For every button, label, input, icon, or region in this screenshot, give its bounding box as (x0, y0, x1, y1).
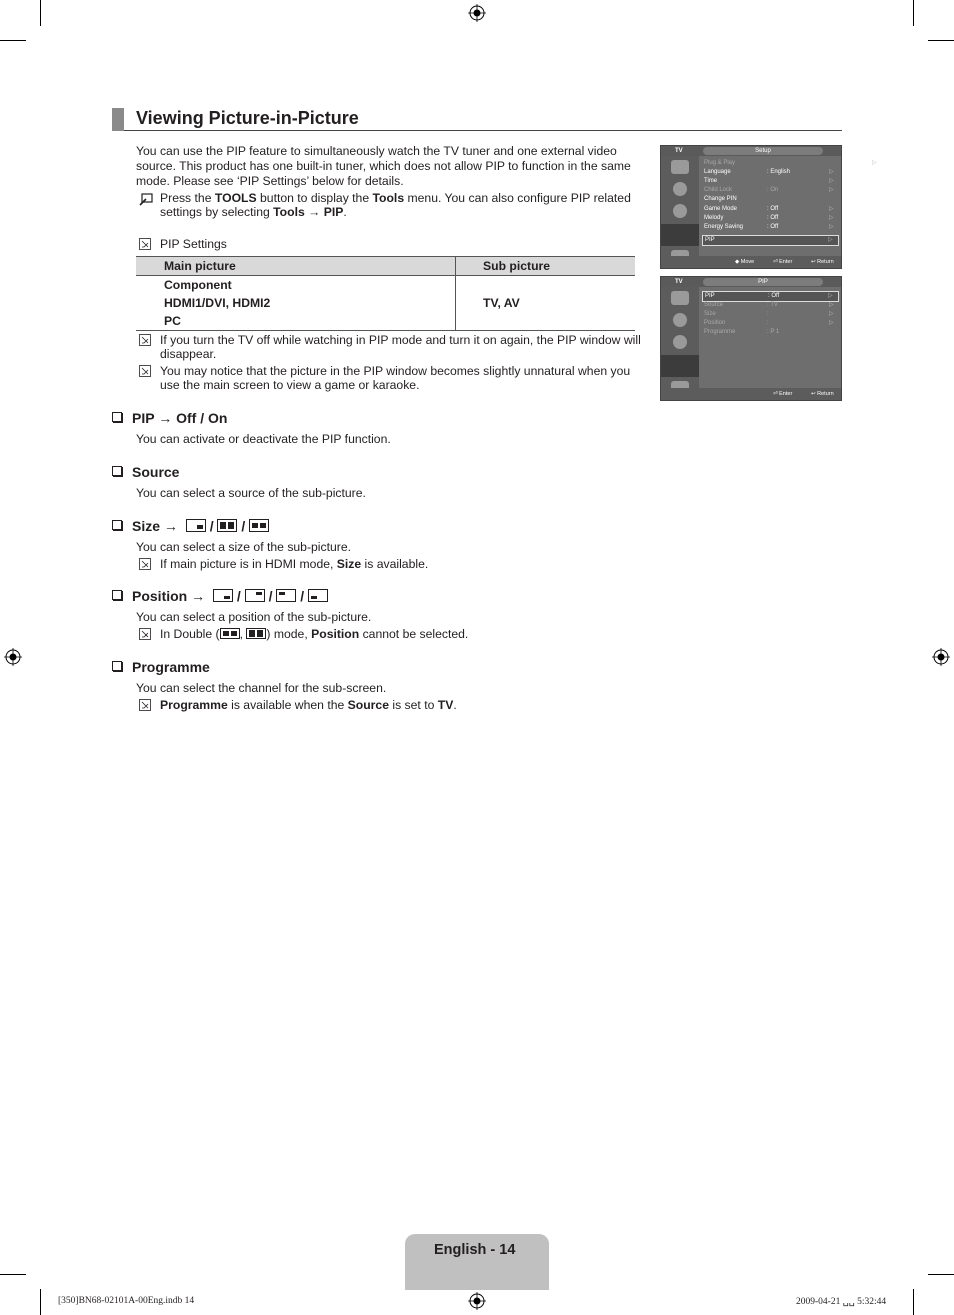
osd-row: Source : TV ▷ (704, 302, 834, 308)
section-size-text: You can select a size of the sub-picture. (136, 540, 351, 554)
table-header-sub: Sub picture (456, 257, 636, 276)
position-bottom-right-icon (213, 589, 233, 602)
osd-row: Change PIN (704, 196, 737, 202)
sound-menu-icon (673, 313, 687, 327)
section-position-note: In Double ( , ) mode, Position cannot be selected. (160, 627, 469, 641)
osd-pip-tab: PIP (703, 278, 823, 286)
setup-menu-icon (661, 355, 699, 377)
intro-line-2: source. This product has one built-in tuner, which does not allow PIP to function in the same (136, 159, 631, 173)
osd-row: Programme : P 1 (704, 329, 780, 335)
osd-tv-label: TV (675, 279, 683, 285)
registration-mark-icon (468, 1292, 486, 1310)
page-number: English - 14 (434, 1242, 516, 1258)
channel-menu-icon (673, 335, 687, 349)
table-header-main: Main picture (136, 257, 456, 276)
main-picture-item: PC (164, 314, 181, 328)
note-icon (139, 365, 151, 377)
osd-row-selected: PIP : Off ▷ (702, 291, 839, 302)
section-source-heading: Source (112, 464, 179, 480)
osd-row: Size : ▷ (704, 311, 834, 317)
size-double-wide-icon (249, 519, 269, 532)
pip-settings-label: PIP Settings (160, 237, 227, 251)
page-title: Viewing Picture-in-Picture (136, 108, 359, 128)
osd-tv-label: TV (675, 148, 683, 154)
osd-row: Child Lock : On ▷ (704, 187, 834, 193)
osd-setup-screen (660, 145, 877, 269)
title-bar-accent (112, 108, 124, 131)
registration-mark-icon (932, 648, 950, 666)
osd-enter-hint: ⏎ Enter (773, 259, 793, 265)
section-size-note: If main picture is in HDMI mode, Size is available. (160, 557, 429, 571)
note-icon (139, 238, 151, 250)
osd-sidebar (661, 287, 699, 388)
osd-setup-tab: Setup (703, 147, 823, 155)
osd-row: Time ▷ (704, 178, 834, 184)
sound-menu-icon (673, 182, 687, 196)
print-slug-left: [350]BN68-02101A-00Eng.indb 14 (58, 1296, 195, 1306)
size-double-split-icon (217, 519, 237, 532)
main-picture-item: HDMI1/DVI, HDMI2 (164, 296, 271, 310)
main-picture-item: Component (164, 278, 232, 292)
tools-instruction: Press the TOOLS button to display the Tools menu. You can also configure PIP related (160, 191, 631, 205)
section-programme-text: You can select the channel for the sub-screen. (136, 681, 387, 695)
tools-instruction-2: settings by selecting Tools → PIP. (160, 205, 347, 219)
osd-row: Language : English ▷ (704, 169, 834, 175)
double-wide-icon (220, 628, 240, 639)
osd-return-hint: ↩ Return (811, 259, 834, 265)
tools-icon (139, 193, 153, 206)
osd-enter-hint: ⏎ Enter (773, 391, 793, 397)
osd-row: Energy Saving : Off ▷ (704, 224, 834, 230)
osd-row: Plug & Play ▷ (704, 160, 877, 166)
section-programme-heading: Programme (112, 659, 210, 675)
picture-menu-icon (671, 160, 689, 174)
note-icon (139, 628, 151, 640)
intro-line-3: mode. Please see ‘PIP Settings’ below for details. (136, 174, 404, 188)
position-top-left-icon (276, 589, 296, 602)
section-source-text: You can select a source of the sub-picture. (136, 486, 366, 500)
note-icon (139, 699, 151, 711)
osd-footer (661, 388, 841, 400)
checkbox-bullet-icon (112, 412, 122, 422)
note-icon (139, 334, 151, 346)
checkbox-bullet-icon (112, 661, 122, 671)
osd-pip-screen (660, 276, 842, 401)
osd-row: Game Mode : Off ▷ (704, 206, 834, 212)
position-bottom-left-icon (308, 589, 328, 602)
setup-menu-icon (661, 224, 699, 246)
channel-menu-icon (673, 204, 687, 218)
osd-row: Position : ▷ (704, 320, 834, 326)
title-rule (124, 130, 842, 131)
note-2-line-2: use the main screen to view a game or karaoke. (160, 378, 420, 392)
note-icon (139, 558, 151, 570)
note-1-line-2: disappear. (160, 347, 217, 361)
print-slug-right: 2009-04-21 ␣␣ 5:32:44 (796, 1297, 887, 1307)
pip-settings-table (136, 256, 635, 331)
section-programme-note: Programme is available when the Source is set to TV. (160, 698, 457, 712)
registration-mark-icon (468, 4, 486, 22)
osd-move-hint: ◆ Move (735, 259, 755, 265)
osd-return-hint: ↩ Return (811, 391, 834, 397)
osd-row-selected: PIP ▷ (702, 235, 839, 246)
intro-line-1: You can use the PIP feature to simultaneously watch the TV tuner and one external video (136, 144, 617, 158)
note-2-line-1: You may notice that the picture in the PIP window becomes slightly unnatural when you (160, 364, 631, 378)
osd-footer (661, 256, 841, 268)
size-small-icon (186, 519, 206, 532)
table-cell-sub: TV, AV (456, 276, 636, 331)
osd-sidebar (661, 156, 699, 256)
table-cell-main (136, 276, 456, 331)
section-position-heading: Position → / / / (112, 588, 328, 604)
section-pip-text: You can activate or deactivate the PIP function. (136, 432, 391, 446)
note-1-line-1: If you turn the TV off while watching in PIP mode and turn it on again, the PIP window will (160, 333, 641, 347)
section-pip-heading: PIP → Off / On (112, 410, 227, 426)
checkbox-bullet-icon (112, 466, 122, 476)
checkbox-bullet-icon (112, 590, 122, 600)
picture-menu-icon (671, 291, 689, 305)
section-position-text: You can select a position of the sub-picture. (136, 610, 372, 624)
osd-row: Melody : Off ▷ (704, 215, 834, 221)
double-split-icon (246, 628, 266, 639)
registration-mark-icon (4, 648, 22, 666)
position-top-right-icon (245, 589, 265, 602)
checkbox-bullet-icon (112, 520, 122, 530)
section-size-heading: Size → / / (112, 518, 269, 534)
